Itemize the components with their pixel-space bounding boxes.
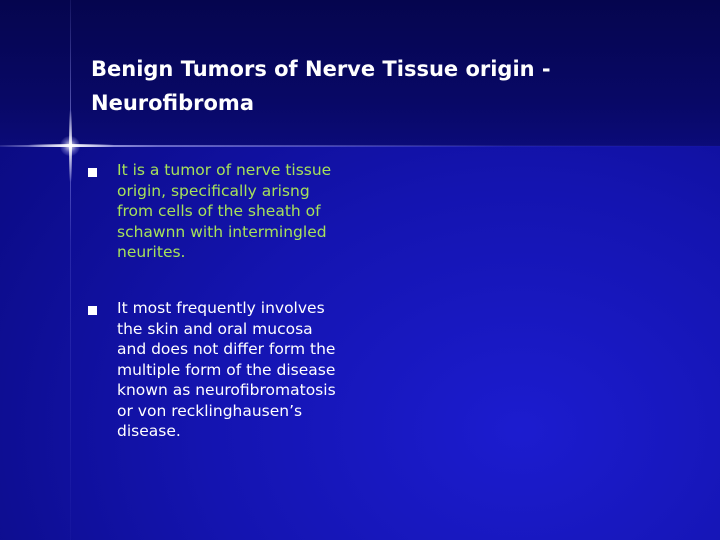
bullet-1-text: [117, 160, 379, 263]
bullet-2-line-2: the skin and oral mucosa: [117, 319, 313, 338]
bullet-2-line-3: and does not differ form the: [117, 340, 336, 358]
bullet-2-line-4: multiple form of the disease: [117, 360, 336, 379]
bullet-1-line-5: neurites.: [117, 243, 186, 261]
bullet-1-line-1: It is a tumor of nerve tissue: [117, 161, 332, 179]
bullet-1-line-2: origin, specifically arisng: [117, 181, 310, 200]
slide-title-line-2: Neurofibroma: [91, 91, 254, 115]
square-bullet-icon: [88, 306, 97, 315]
slide-title-line-1: Benign Tumors of Nerve Tissue origin -: [91, 57, 551, 81]
bullet-2-text: [117, 298, 379, 442]
bullet-2-line-5: known as neurofibromatosis: [117, 381, 336, 399]
square-bullet-icon: [88, 168, 97, 177]
bullet-2-line-1: It most frequently involves: [117, 299, 325, 317]
bullet-2-line-6: or von recklinghausen’s: [117, 401, 303, 420]
bullet-1-line-3: from cells of the sheath of: [117, 202, 321, 220]
bullet-1-line-4: schawnn with intermingled: [117, 222, 327, 241]
bullet-2-line-7: disease.: [117, 422, 181, 440]
